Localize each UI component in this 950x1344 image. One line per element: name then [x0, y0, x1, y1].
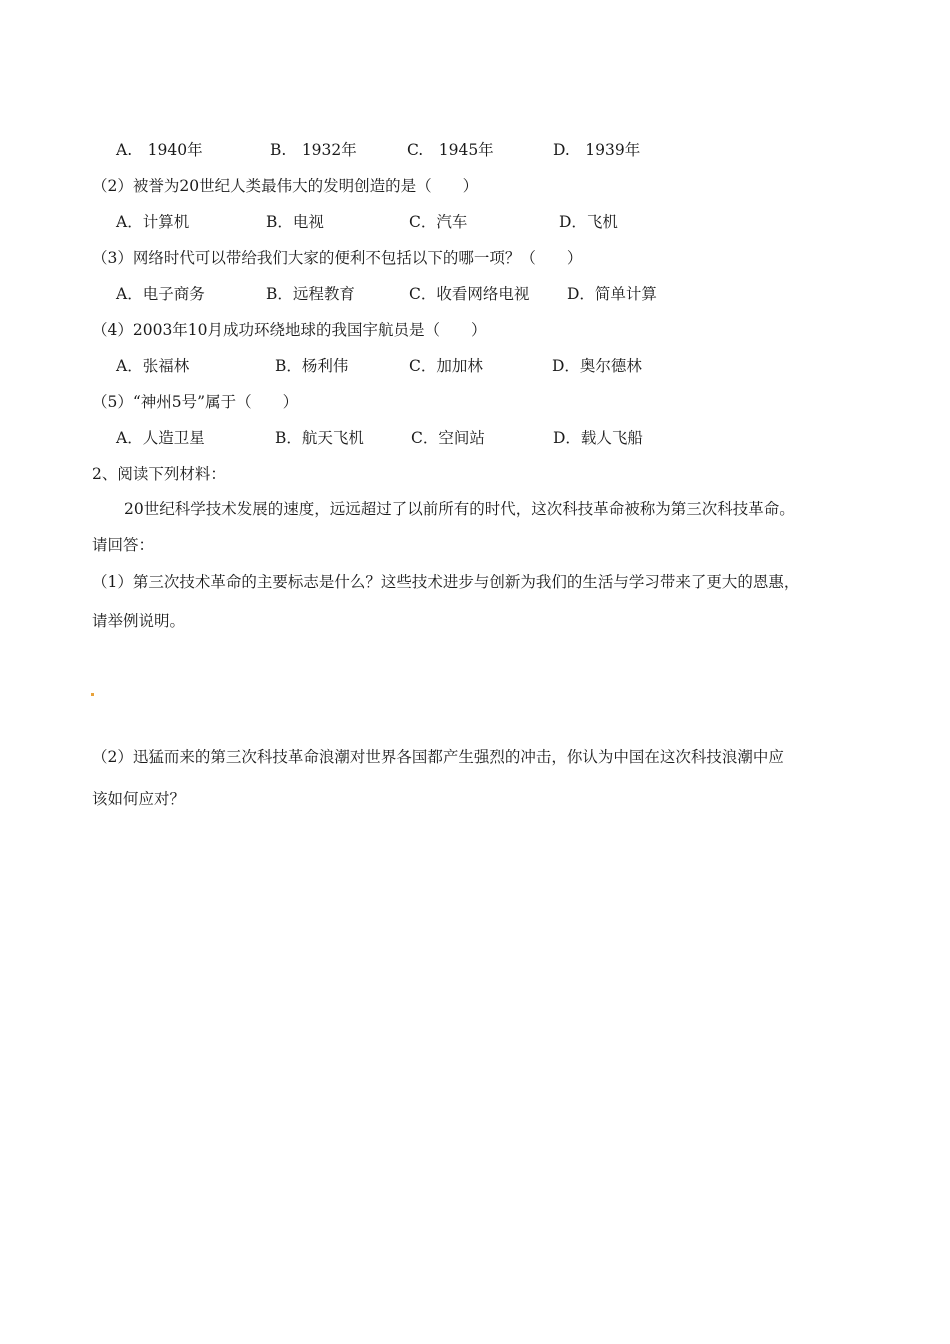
q1-option-d: D. 1939年 [553, 141, 641, 159]
q5-option-a: A．人造卫星 [116, 429, 205, 447]
q4-option-d: D．奥尔德林 [552, 357, 642, 375]
q2-option-a: A．计算机 [116, 213, 190, 231]
q3-option-d: D．简单计算 [567, 285, 657, 303]
section2-material: 20世纪科学技术发展的速度，远远超过了以前所有的时代，这次科技革命被称为第三次科技革命。 [124, 500, 795, 518]
stray-mark [91, 693, 94, 696]
q1-option-a: A. 1940年 [116, 141, 203, 159]
q3-option-b: B．远程教育 [266, 285, 355, 303]
section2-heading: 2、阅读下列材料： [92, 465, 226, 483]
q5-stem: （5）“神州5号”属于（ ） [92, 393, 299, 411]
q3-option-a: A．电子商务 [116, 285, 205, 303]
q4-option-b: B．杨利伟 [275, 357, 349, 375]
q4-option-c: C．加加林 [409, 357, 483, 375]
sub-question-1-line1: （1）第三次技术革命的主要标志是什么？这些技术进步与创新为我们的生活与学习带来了更大的恩惠， [92, 573, 800, 591]
q2-option-b: B．电视 [266, 213, 324, 231]
sub-question-2-line2: 该如何应对？ [92, 790, 186, 808]
q1-option-c: C. 1945年 [407, 141, 494, 159]
q5-option-d: D．载人飞船 [553, 429, 643, 447]
q3-option-c: C．收看网络电视 [409, 285, 530, 303]
q2-option-c: C．汽车 [409, 213, 468, 231]
q4-stem: （4）2003年10月成功环绕地球的我国宇航员是（ ） [92, 321, 487, 339]
section2-prompt: 请回答： [92, 536, 155, 554]
q5-option-c: C．空间站 [411, 429, 485, 447]
sub-question-2-line1: （2）迅猛而来的第三次科技革命浪潮对世界各国都产生强烈的冲击，你认为中国在这次科技浪潮中应 [92, 748, 784, 766]
q1-option-b: B. 1932年 [270, 141, 357, 159]
q3-stem: （3）网络时代可以带给我们大家的便利不包括以下的哪一项？（ ） [92, 249, 583, 267]
q2-option-d: D．飞机 [559, 213, 618, 231]
sub-question-1-line2: 请举例说明。 [92, 612, 186, 630]
q4-option-a: A．张福林 [116, 357, 190, 375]
q5-option-b: B．航天飞机 [275, 429, 364, 447]
q2-stem: （2）被誉为20世纪人类最伟大的发明创造的是（ ） [92, 177, 479, 195]
